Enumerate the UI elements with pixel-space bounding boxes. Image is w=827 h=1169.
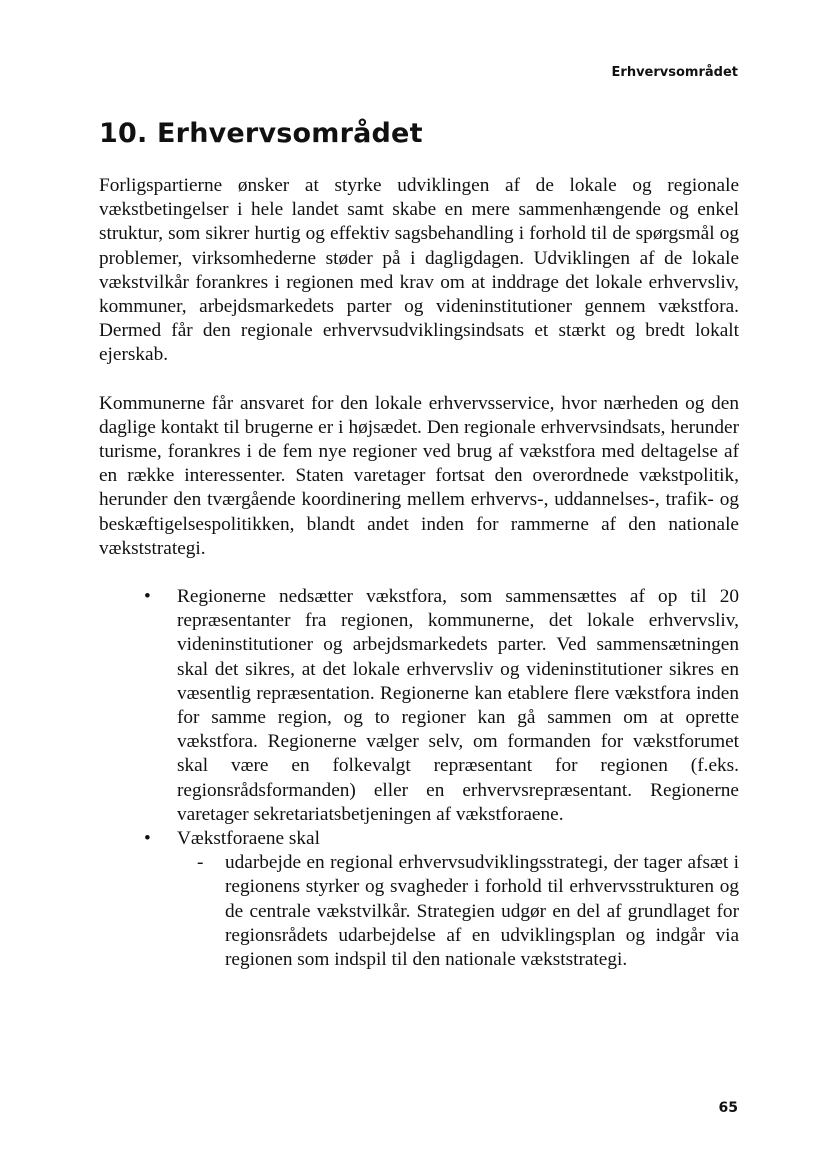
dash-marker: - [197,852,204,874]
body-text [99,174,739,972]
bullet-marker: • [144,828,151,850]
bullet-item-vaekstforaene-skal [99,827,739,972]
paragraph-1: Forligspartierne ønsker at styrke udviklingen af de lokale og regionale vækstbetingelser i hele landet samt skabe en mere sammenhængende og enkel struktur, som sikrer hurtig og effektiv sagsbehandling i forhold til de spørgsmål og problemer, virksomhederne støder på i dagligdagen. Udviklingen af de lokale vækstvilkår forankres i regionen med krav om at inddrage det lokale erhvervsliv, kommuner, arbejdsmarkedets parter og videninstitutioner gennem vækstfora. Dermed får den regionale erhvervsudviklingsindsats et stærkt og bredt lokalt ejerskab. [99,175,739,366]
bullet-text: Regionerne nedsætter vækstfora, som sammensættes af op til 20 repræsentanter fra regionen, kommunerne, det lokale erhvervsliv, videninstitutioner og arbejdsmarkedets parter. Ved sammensætningen skal det sikres, at det lokale erhvervsliv og videninstitutioner sikres en væsentlig repræsentation. Regionerne kan etablere flere vækstfora inden for samme region, og to regioner kan gå sammen om at oprette vækstfora. Regionerne vælger selv, om formanden for vækstforumet skal være en folkevalgt repræsentant for regionen (f.eks. regionsrådsformanden) eller en erhvervsrepræsentant. Regionerne varetager sekretariatsbetjeningen af vækstforaene. [177,586,739,825]
dash-item-strategi [177,851,739,972]
running-header: Erhvervsområdet [611,65,738,80]
bullet-marker: • [144,586,151,608]
bullet-list [99,585,739,972]
chapter-title: 10. Erhvervsområdet [99,118,423,149]
bullet-text: Vækstforaene skal [177,828,320,850]
paragraph-2: Kommunerne får ansvaret for den lokale erhvervsservice, hvor nærheden og den daglige kontakt til brugerne er i højsædet. Den regionale erhvervsindsats, herunder turisme, forankres i de fem nye regioner ved brug af vækstfora med deltagelse af en række interessenter. Staten varetager fortsat den overordnede vækstpolitik, herunder den tværgående koordinering mellem erhvervs-, uddannelses-, trafik- og beskæftigelsespolitikken, blandt andet inden for rammerne af den nationale vækststrategi. [99,392,739,559]
page-number: 65 [718,1100,738,1116]
dash-list [177,851,739,972]
dash-text: udarbejde en regional erhvervsudviklingsstrategi, der tager afsæt i regionens styrker og svagheder i forhold til erhvervsstrukturen og de centrale vækstvilkår. Strategien udgør en del af grundlaget for regionsrådets udarbejdelse af en udviklingsplan og indgår via regionen som indspil til den nationale vækststrategi. [225,852,739,971]
bullet-item-vaekstfora [99,585,739,827]
